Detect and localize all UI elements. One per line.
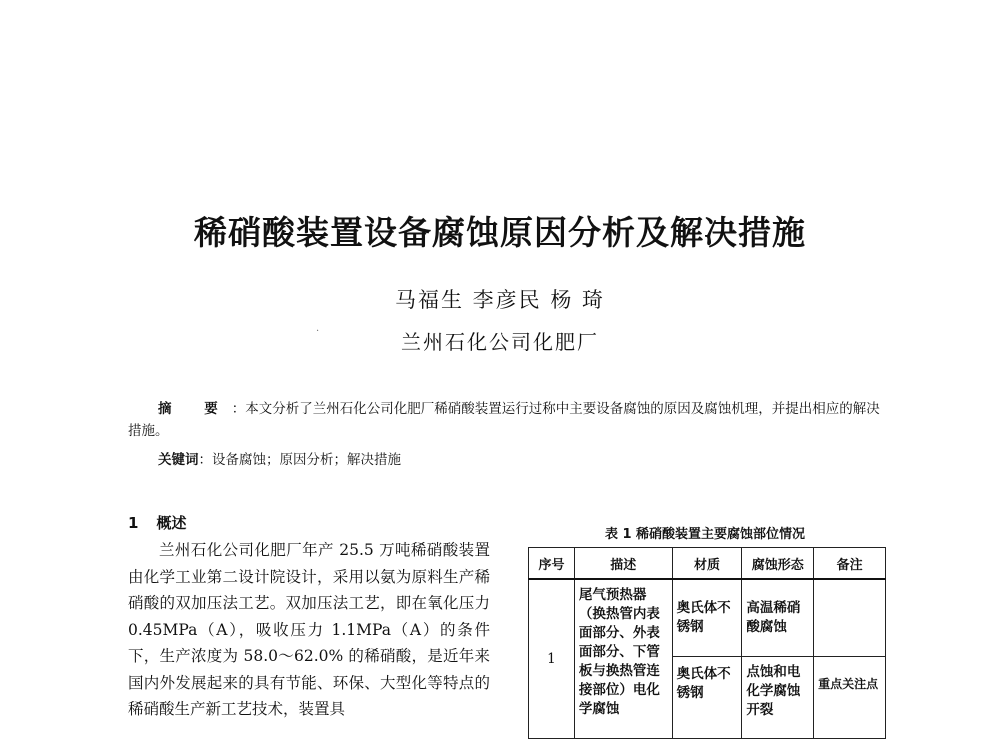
row-note — [814, 579, 886, 657]
corrosion-table — [528, 547, 886, 739]
row-note: 重点关注点 — [814, 657, 886, 739]
abstract — [128, 398, 892, 442]
table-header-row — [529, 548, 886, 580]
header-corrosion-form: 腐蚀形态 — [742, 548, 814, 580]
abstract-text: ：本文分析了兰州石化公司化肥厂稀硝酸装置运行过称中主要设备腐蚀的原因及腐蚀机理，并提出相应的解决措施。 — [128, 401, 880, 439]
paper-authors: 马福生 李彦民 杨 琦 — [394, 288, 606, 312]
row-number: 1 — [529, 579, 575, 739]
keywords-text: ：设备腐蚀；原因分析；解决措施 — [198, 452, 401, 468]
keywords-label: 关键词 — [158, 452, 199, 468]
header-no: 序号 — [529, 548, 575, 580]
section-number: 1 — [128, 514, 139, 532]
row-corrosion-form: 高温稀硝酸腐蚀 — [742, 579, 814, 657]
scan-speck: · — [316, 326, 320, 337]
section-title: 概述 — [156, 514, 187, 532]
section-heading — [128, 512, 186, 533]
section-body: 兰州石化公司化肥厂年产 25.5 万吨稀硝酸装置由化学工业第二设计院设计，采用以氨为原料生产稀硝酸的双加压法工艺。双加压法工艺，即在氧化压力 0.45MPa（A），吸收压力 1.1MPa（A）的条件下，生产浓度为 58.0～62.0% 的稀硝酸，是近年来国内外发展起来的具有节能、环保、大型化等特点的稀硝酸生产新工艺技术，装置具 — [128, 541, 490, 718]
table-caption: 表 1 稀硝酸装置主要腐蚀部位情况 — [604, 527, 806, 542]
row-description: 尾气预热器（换热管内表面部分、外表面部分、下管板与换热管连接部位）电化学腐蚀 — [574, 579, 672, 739]
abstract-label: 摘 要 — [158, 401, 232, 417]
keywords — [158, 448, 401, 468]
paper-affiliation: 兰州石化公司化肥厂 — [401, 330, 599, 354]
row-corrosion-form: 点蚀和电化学腐蚀开裂 — [742, 657, 814, 739]
header-material: 材质 — [672, 548, 742, 580]
header-description: 描述 — [574, 548, 672, 580]
header-note: 备注 — [814, 548, 886, 580]
paper-title: 稀硝酸装置设备腐蚀原因分析及解决措施 — [194, 213, 806, 252]
table-row — [529, 579, 886, 657]
row-material: 奥氏体不锈钢 — [672, 657, 742, 739]
row-material: 奥氏体不锈钢 — [672, 579, 742, 657]
